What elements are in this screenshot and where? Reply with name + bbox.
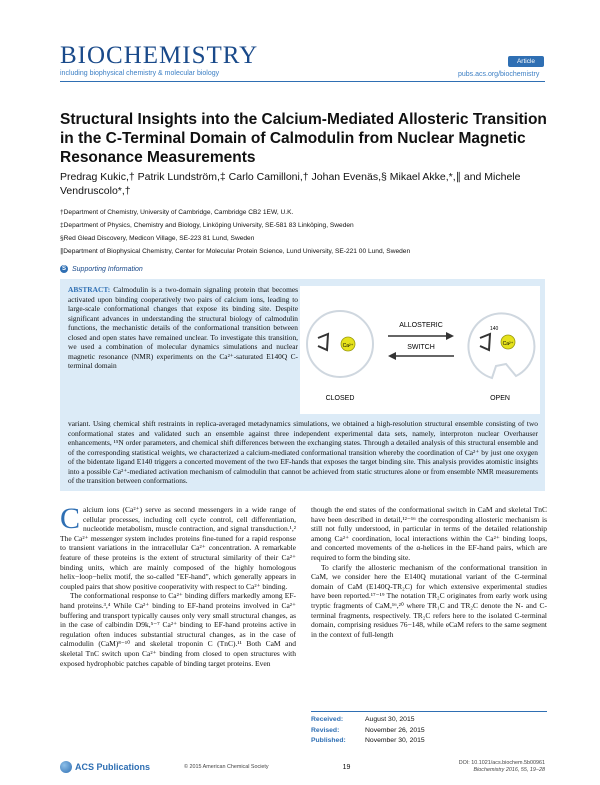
affiliation: ‡Department of Physics, Chemistry and Biology, Linköping University, SE-581 83 Linköping, Sweden [60, 222, 354, 229]
closed-state-domain [307, 311, 373, 377]
open-state-label: OPEN [490, 395, 510, 402]
copyright: © 2015 American Chemical Society [184, 764, 269, 770]
paragraph-text: though the end states of the conformational switch in CaM and skeletal TnC have been described in detail,¹²⁻¹⁶ the corresponding allosteric mechanism is still not fully understood, in particular in terms of the detailed relationship among Ca²⁺ coordination, local interactions within the Ca²⁺ binding loops, and concerted movements of the α-helices in the EF-hand pairs, which are required to form the binding site. [311, 505, 547, 562]
acs-logo-icon [60, 761, 72, 773]
journal-url-link[interactable]: pubs.acs.org/biochemistry [458, 71, 540, 78]
journal-name: BIOCHEMISTRY [60, 42, 259, 69]
publication-dates [311, 711, 547, 747]
abstract-part-2: variant. Using chemical shift restraints in replica-averaged metadynamics simulations, we obtained a high-resolution structural ensemble consisting of two conformational states and validated such an ensemble against three independent experimental data sets, namely, interproton nuclear Overhauser enhancements, ¹⁵N order parameters, and chemical shift differences between the exchanging states. Through a detailed analysis of this structural ensemble and of the corresponding statistical weights, we characterized a calcium-mediated conformational transition whereby the coordination of Ca²⁺ by just one oxygen of the bidentate ligand E140 triggers a concerted movement of the two EF-hands that exposes the target binding site. This analysis provides atomistic insights into a possible Ca²⁺-mediated activation mechanism of calmodulin that cannot be achieved from static structures alone or from ensemble NMR measurements of the transition between conformations. [68, 419, 538, 486]
paragraph-text: To clarify the allosteric mechanism of the conformational transition in CaM, we consider here the E140Q mutational variant of the C-terminal domain of CaM (E140Q-TR₂C) for which extensive experimental studies have been reported.¹⁷⁻¹⁹ The notation TR₂C originates from early work using tryptic fragments of CaM,¹⁶,²⁰ where TR₁C and TR₂C denote the N- and C-terminal fragments, respectively. TR₂C refers here to the isolated C-terminal domain, comprising residues 76−148, while eCaM refers to the same segment in the context of full-length [311, 562, 547, 639]
header-divider [60, 81, 545, 82]
intro-paragraph [60, 502, 296, 591]
open-state-domain [468, 313, 534, 378]
closed-ion-label: Ca²⁺ [342, 343, 354, 349]
residue-label: 140 [490, 326, 499, 332]
abstract-part-1 [68, 285, 298, 371]
paragraph-text: alcium ions (Ca²⁺) serve as second messengers in a wide range of cellular processes, including cell cycle control, cell differentiation, nucleotide metabolism, muscle contraction, and signal transduction.¹,² The Ca²⁺ messenger system includes proteins fine-tuned for a rapid response to transient variations in the intracellular Ca²⁺ concentration. A remarkable feature of these proteins is the extent of structural similarity of their Ca²⁺ binding units, which are mainly composed of the highly homologous helix−loop−helix motif, the so-called "EF-hand", which generally appears in coupled pairs that show positive cooperativity with respect to Ca²⁺ binding. [60, 505, 296, 591]
citation: Biochemistry 2016, 55, 19−28 [473, 767, 545, 773]
body-column-right [311, 505, 547, 639]
supporting-info-icon: S [61, 266, 66, 272]
affiliation: §Red Glead Discovery, Medicon Village, SE-223 81 Lund, Sweden [60, 235, 255, 242]
article-type-badge: Article [508, 56, 544, 67]
journal-subtitle: including biophysical chemistry & molecular biology [60, 70, 220, 77]
paragraph-text: The conformational response to Ca²⁺ binding differs markedly among EF-hand proteins.³,⁴ While Ca²⁺ binding to EF-hand proteins involved in Ca²⁺ buffering and transport typically causes only very small structural changes, as in the case of calbindin D9k,⁵⁻⁷ Ca²⁺ binding to EF-hand proteins active in regulation often induces substantial structural changes, as in the case of calmodulin (CaM)⁸⁻¹⁰ and skeletal troponin C (TnC).¹¹ Both CaM and skeletal TnC switch upon Ca²⁺ binding from closed to open structures with exposed hydrophobic patches capable of binding target proteins. Even [60, 591, 296, 668]
switch-label-top: ALLOSTERIC [399, 322, 443, 329]
abstract-label: ABSTRACT: [68, 285, 111, 294]
body-column-left [60, 502, 296, 668]
drop-cap: C [60, 502, 81, 535]
open-ion-label: Ca²⁺ [502, 341, 514, 347]
affiliation: ∥Department of Biophysical Chemistry, Center for Molecular Protein Science, Lund University, SE-221 00 Lund, Sweden [60, 248, 411, 255]
switch-label-bottom: SWITCH [407, 344, 435, 351]
allosteric-switch-diagram [300, 286, 540, 414]
doi-link[interactable]: DOI: 10.1021/acs.biochem.5b00961 [458, 760, 545, 766]
article-title: Structural Insights into the Calcium-Mediated Allosteric Transition in the C-Terminal Domain of Calmodulin from Nuclear Magnetic Resonance Measurements [60, 111, 547, 166]
date-revised: Revised: November 26, 2015 [311, 726, 425, 734]
toc-graphic [300, 286, 540, 414]
supporting-information-link[interactable] [60, 265, 143, 273]
acs-publications-logo[interactable]: ACS Publications [60, 761, 150, 773]
author-list: Predrag Kukic,† Patrik Lundström,‡ Carlo Camilloni,† Johan Evenäs,§ Mikael Akke,*,∥ and Michele Vendruscolo*,† [60, 171, 521, 197]
closed-state-label: CLOSED [325, 395, 355, 402]
abstract-text: Calmodulin is a two-domain signaling protein that becomes activated upon binding cooperatively two pairs of calcium ions, leading to large-scale conformational changes that expose its binding site. Despite significant advances in understanding the structural biology of calmodulin functions, the mechanistic details of the conformational transition between closed and open states have remained unclear. To investigate this transition, we used a combination of molecular dynamics simulations and nuclear magnetic resonance (NMR) experiments on the Ca²⁺-saturated E140Q C-terminal domain [68, 285, 298, 371]
date-received: Received: August 30, 2015 [311, 716, 415, 723]
reverse-arrowhead [388, 352, 396, 360]
forward-arrowhead [446, 332, 454, 340]
affiliation: †Department of Chemistry, University of Cambridge, Cambridge CB2 1EW, U.K. [60, 209, 294, 216]
page-number: 19 [342, 763, 351, 771]
page-footer [60, 760, 545, 774]
date-published: Published: November 30, 2015 [311, 737, 425, 744]
doi-citation [459, 760, 545, 774]
supporting-info-label: Supporting Information [72, 265, 143, 273]
